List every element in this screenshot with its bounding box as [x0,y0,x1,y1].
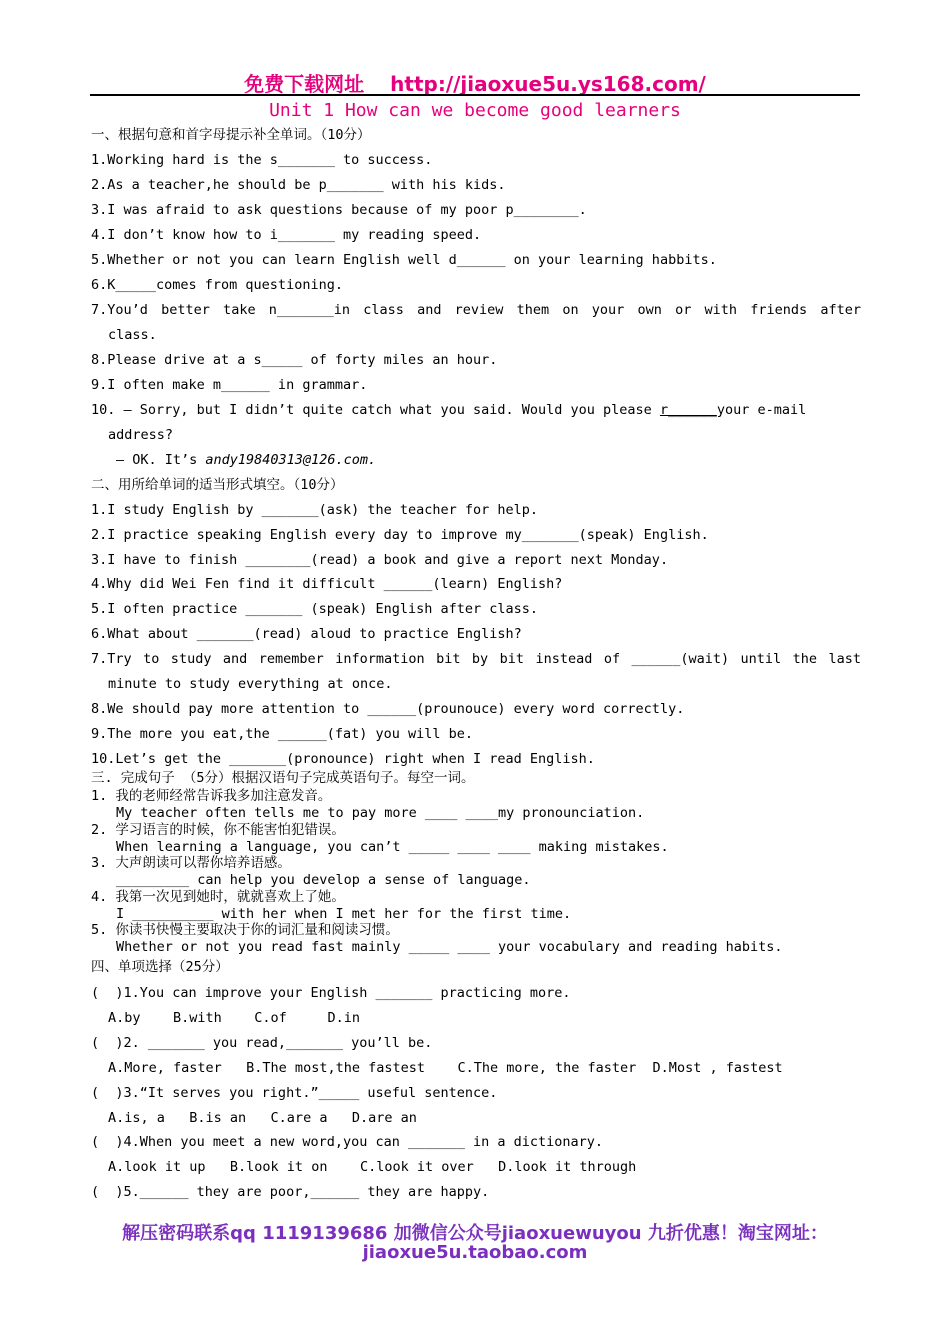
s3-item-4-cn: 4. 我第一次见到她时，就就喜欢上了她。 [91,889,345,905]
s1-item-10-text: 10. — Sorry, but I didn’t quite catch what you said. Would you please [91,402,652,418]
s3-item-3-cn: 3. 大声朗读可以帮你培养语感。 [91,855,291,871]
s1-item-5: 5.Whether or not you can learn English well d______ on your learning habbits. [91,252,717,268]
s3-item-2-cn: 2. 学习语言的时候，你不能害怕犯错误。 [91,822,345,838]
s2-item-3: 3.I have to finish ________(read) a book and give a report next Monday. [91,552,669,568]
s4-q1-options: A.by B.with C.of D.in [108,1010,360,1026]
s3-item-2-en: When learning a language, you can’t _____ ____ ____ making mistakes. [116,839,669,855]
s1-item-10-cont: address? [108,427,174,443]
s4-q1: ( )1.You can improve your English _______ practicing more. [91,985,571,1001]
header-rule [90,94,860,96]
footer-link[interactable]: jiaoxue5u.taobao.com [362,1242,588,1263]
s2-item-10: 10.Let’s get the _______(pronounce) right when I read English. [91,751,595,767]
s2-item-1: 1.I study English by _______(ask) the teacher for help. [91,502,539,518]
s2-item-6: 6.What about _______(read) aloud to practice English? [91,626,522,642]
s1-item-8: 8.Please drive at a s_____ of forty miles an hour. [91,352,498,368]
s2-item-8: 8.We should pay more attention to ______(prounouce) every word correctly. [91,701,685,717]
s2-item-7-cont: minute to study everything at once. [108,676,393,692]
section1-heading: 一、根据句意和首字母提示补全单词。（10分） [91,127,371,143]
s1-item-10-blank: r______ [659,402,717,418]
s3-item-4-en: I __________ with her when I met her for the first time. [116,906,572,922]
s1-item-10-reply [116,451,886,469]
s3-item-5-cn: 5. 你读书快慢主要取决于你的词汇量和阅读习惯。 [91,922,399,938]
s4-q2-options: A.More, faster B.The most,the fastest C.The more, the faster D.Most , fastest [108,1060,783,1076]
s3-item-5-en: Whether or not you read fast mainly _____ ____ your vocabulary and reading habits. [116,939,783,955]
s4-q2: ( )2. _______ you read,_______ you’ll be. [91,1035,433,1051]
s1-item-10 [91,401,861,419]
s1-item-10-tail: your e-mail [716,402,807,418]
s1-reply-email: andy19840313@126.com. [205,452,377,468]
s2-item-5: 5.I often practice _______ (speak) English after class. [91,601,539,617]
s4-q5: ( )5.______ they are poor,______ they are happy. [91,1184,490,1200]
s1-item-3: 3.I was afraid to ask questions because of my poor p________. [91,202,587,218]
s3-item-1-en: My teacher often tells me to pay more ____ ____my pronounciation. [116,805,645,821]
s1-item-2: 2.As a teacher,he should be p_______ with his kids. [91,177,506,193]
s4-q3: ( )3.“It serves you right.”_____ useful sentence. [91,1085,498,1101]
footer-line-1: 解压密码联系qq 1119139686 加微信公众号jiaoxuewuyou 九折优惠！淘宝网址： [122,1223,828,1244]
s2-item-9: 9.The more you eat,the ______(fat) you will be. [91,726,474,742]
s1-item-7-cont: class. [108,327,157,343]
s1-item-9: 9.I often make m______ in grammar. [91,377,368,393]
section4-heading: 四、单项选择（25分） [91,959,229,975]
s1-item-1: 1.Working hard is the s_______ to success. [91,152,433,168]
header-url[interactable]: http://jiaoxue5u.ys168.com/ [390,72,706,96]
s1-item-7: 7.You’d better take n_______in class and review them on your own or with friends after [91,302,861,318]
s2-item-2: 2.I practice speaking English every day to improve my_______(speak) English. [91,527,709,543]
s3-item-1-cn: 1. 我的老师经常告诉我多加注意发音。 [91,788,332,804]
s1-item-6: 6.K_____comes from questioning. [91,277,343,293]
s3-item-3-en: _________ can help you develop a sense of language. [116,872,531,888]
header-label: 免费下载网址 [244,72,365,96]
s4-q4-options: A.look it up B.look it on C.look it over D.look it through [108,1159,637,1175]
page-header [0,68,950,97]
s4-q3-options: A.is, a B.is an C.are a D.are an [108,1110,417,1126]
s4-q4: ( )4.When you meet a new word,you can _______ in a dictionary. [91,1134,604,1150]
s1-reply-text: — OK. It’s [116,452,206,468]
s1-item-4: 4.I don’t know how to i_______ my reading speed. [91,227,482,243]
s2-item-4: 4.Why did Wei Fen find it difficult ______(learn) English? [91,576,563,592]
s2-item-7: 7.Try to study and remember information bit by bit instead of ______(wait) until the last [91,651,861,667]
section2-heading: 二、用所给单词的适当形式填空。（10分） [91,477,344,493]
section3-heading: 三. 完成句子 （5分）根据汉语句子完成英语句子。每空一词。 [91,770,475,786]
page-title: Unit 1 How can we become good learners [269,100,681,121]
